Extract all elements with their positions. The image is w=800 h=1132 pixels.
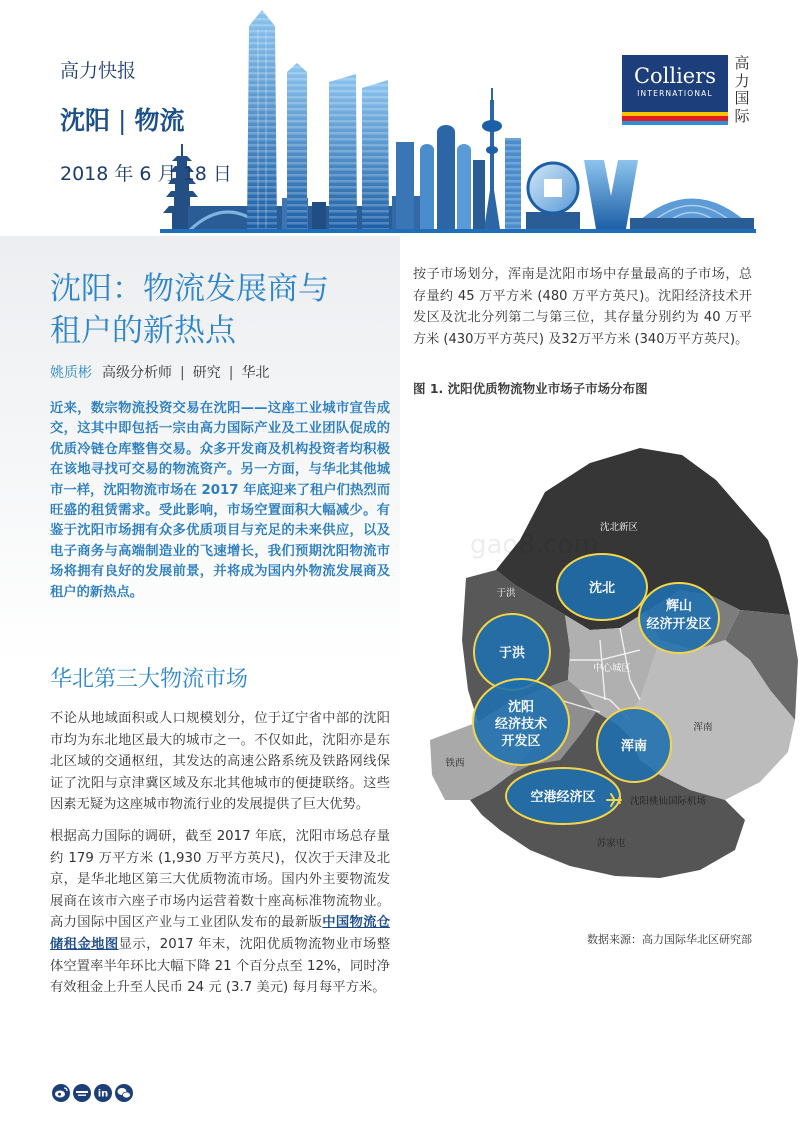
section-heading: 华北第三大物流市场: [50, 667, 249, 692]
submarket-airport-zone: [506, 768, 620, 824]
map-label-shenbei-new-district: 沈北新区: [599, 522, 639, 533]
author-name: 姚质彬: [50, 365, 92, 381]
colliers-logo: [622, 55, 728, 125]
figure-source: 数据来源：高力国际华北区研究部: [587, 933, 752, 946]
masthead-sector: 物流: [134, 106, 185, 135]
author-separator: |: [228, 365, 234, 381]
linkedin-icon[interactable]: [94, 1084, 112, 1102]
wechat-icon[interactable]: [115, 1084, 133, 1102]
submarket-map: [420, 430, 800, 890]
submarket-label: 于洪: [498, 646, 526, 661]
report-date: 2018 年 6 月 18 日: [60, 163, 232, 185]
map-label-airport: 沈阳桃仙国际机场: [629, 796, 707, 807]
author-separator: |: [180, 365, 185, 381]
logo-cn-char: 国: [734, 89, 750, 107]
figure-caption: 图 1. 沈阳优质物流物业市场子市场分布图: [413, 381, 648, 396]
author-line: [50, 362, 269, 382]
paragraph-2-text: 根据高力国际的调研，截至 2017 年底，沈阳市场总存量约 179 万平方米 (1,930 万平方英尺)，仅次于天津及北京，是华北地区第三大优质物流市场。国内外主要物流发展商在该市六座子市场内运营着数十座高标准物流物业。高力国际中国区产业与工业团队发布的最新版: [50, 829, 390, 931]
logo-brand: Colliers: [633, 64, 717, 88]
report-type: 高力快报: [60, 60, 137, 82]
intro-paragraph: 近来，数宗物流投资交易在沈阳——这座工业城市宣告成交，这其中即包括一宗由高力国际产业及工业团队促成的优质冷链仓库整售交易。众多开发商及机构投资者均积极在该地寻找可交易的物流资产。另一方面，与华北其他城市一样，沈阳物流市场在 2017 年底迎来了租户们热烈而旺盛的租赁需求。受此影响，市场空置面积大幅减少。有鉴于沈阳市场拥有众多优质项目与充足的未来供应，以及电子商务与高端制造业的飞速增长，我们预期沈阳物流市场将拥有良好的发展前景，并将成为国内外物流发展商及租户的新热点。: [50, 401, 390, 600]
body-paragraph-2: [50, 826, 390, 999]
paragraph-2-text: 显示，2017 年末，沈阳优质物流物业市场整体空置率半年环比大幅下降 21 个百分点至 12%，同时净有效租金上升至人民币 24 元 (3.7 美元) 每月每平方米。: [50, 936, 390, 996]
article-title: [50, 268, 395, 352]
submarket-label: 经济技术: [494, 717, 548, 732]
body-paragraph-1: 不论从地域面积或人口规模划分，位于辽宁省中部的沈阳市均为东北地区最大的城市之一。不仅如此，沈阳亦是东北区域的交通枢纽，其发达的高速公路系统及铁路网线保证了沈阳与京津冀区域及东北其他城市的便捷联络。这些因素无疑为这座城市物流行业的发展提供了巨大优势。: [50, 711, 390, 813]
submarket-label: 沈阳: [507, 700, 535, 715]
social-icons: [51, 1082, 141, 1104]
rent-map-link[interactable]: 中国物流仓储租金地图: [50, 915, 391, 952]
logo-stripe-blue: [622, 121, 728, 125]
article-title-line: 租户的新热点: [50, 313, 236, 349]
map-label-yuhong: 于洪: [496, 588, 516, 599]
article-title-line: 沈阳：物流发展商与: [50, 271, 329, 307]
logo-cn-char: 高: [734, 54, 750, 72]
submarket-label: 辉山: [665, 599, 693, 614]
submarket-label: 开发区: [501, 734, 541, 749]
map-label-sujiatun: 苏家屯: [596, 838, 626, 849]
submarket-label: 沈北: [588, 581, 616, 596]
submarket-yuhong: [474, 614, 550, 690]
right-column-paragraph: 按子市场划分，浑南是沈阳市场中存量最高的子市场，总存量约 45 万平方米 (480 万平方英尺)。沈阳经济技术开发区及沈北分列第二与第三位，其存量分别约为 40 万平方米 (430万平方英尺) 及32万平方米 (340万平方英尺)。: [413, 267, 752, 347]
submarket-shenbei: [557, 554, 647, 620]
submarket-label: 浑南: [620, 739, 648, 754]
submarket-economic-development-zone: [473, 679, 569, 765]
author-role: 高级分析师: [102, 365, 172, 381]
map-label-central-city: 中心城区: [592, 663, 632, 674]
submarket-hunnan: [597, 708, 671, 782]
logo-box: [622, 55, 728, 112]
masthead: [60, 101, 184, 137]
author-department: 研究: [192, 365, 221, 381]
header-rule: [160, 229, 756, 233]
logo-cn-char: 际: [734, 106, 750, 125]
masthead-separator: |: [118, 106, 127, 135]
watermark: gao8.com: [470, 530, 599, 560]
youku-icon[interactable]: [73, 1084, 91, 1102]
submarket-label: 经济开发区: [646, 617, 712, 632]
logo-subtitle: INTERNATIONAL: [637, 89, 713, 98]
map-label-tiexi: 铁西: [445, 758, 465, 769]
logo-chinese-name: [733, 55, 751, 125]
weibo-icon[interactable]: [52, 1084, 70, 1102]
logo-cn-char: 力: [734, 71, 750, 90]
skyline-low-buildings: [188, 196, 428, 230]
submarket-label: 空港经济区: [530, 790, 596, 805]
map-label-hunnan: 浑南: [693, 722, 713, 733]
masthead-city: 沈阳: [60, 106, 111, 135]
linkedin-text: in: [97, 1088, 109, 1100]
submarket-huishan: [639, 583, 719, 653]
author-region: 华北: [241, 365, 270, 381]
